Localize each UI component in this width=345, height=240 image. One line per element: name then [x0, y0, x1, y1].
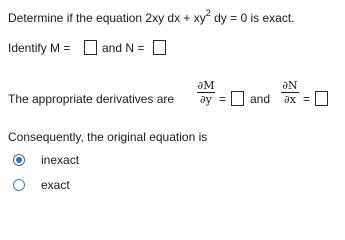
radio-unselected-icon[interactable] — [13, 179, 25, 191]
identify-n-label: and N = — [102, 41, 145, 55]
question-text-pre: Determine if the equation 2xy dx + xy — [8, 11, 206, 25]
dm-dy-fraction — [197, 80, 215, 105]
option-label: inexact — [41, 153, 80, 167]
dn-numerator: ∂N — [282, 79, 298, 92]
question-text-post: dy = 0 is exact. — [210, 11, 295, 25]
option-label: exact — [41, 178, 70, 192]
consequently-label: Consequently, the original equation is — [8, 130, 208, 144]
m-input-box[interactable] — [84, 40, 97, 55]
dy-denominator: ∂y — [200, 93, 212, 106]
exponent: 2 — [205, 8, 211, 18]
equals-sign: = — [219, 92, 227, 106]
radio-selected-icon[interactable] — [13, 154, 25, 166]
dx-denominator: ∂x — [284, 93, 296, 106]
question-statement — [8, 8, 295, 25]
dm-numerator: ∂M — [197, 79, 215, 92]
dn-dx-input-box[interactable] — [315, 91, 328, 106]
derivatives-label: The appropriate derivatives are — [8, 92, 175, 106]
dm-dy-input-box[interactable] — [231, 91, 244, 106]
dn-dx-fraction — [281, 80, 299, 105]
equals-sign: = — [303, 92, 311, 106]
n-input-box[interactable] — [153, 40, 166, 55]
and-label: and — [250, 92, 271, 106]
identify-m-label: Identify M = — [8, 41, 71, 55]
